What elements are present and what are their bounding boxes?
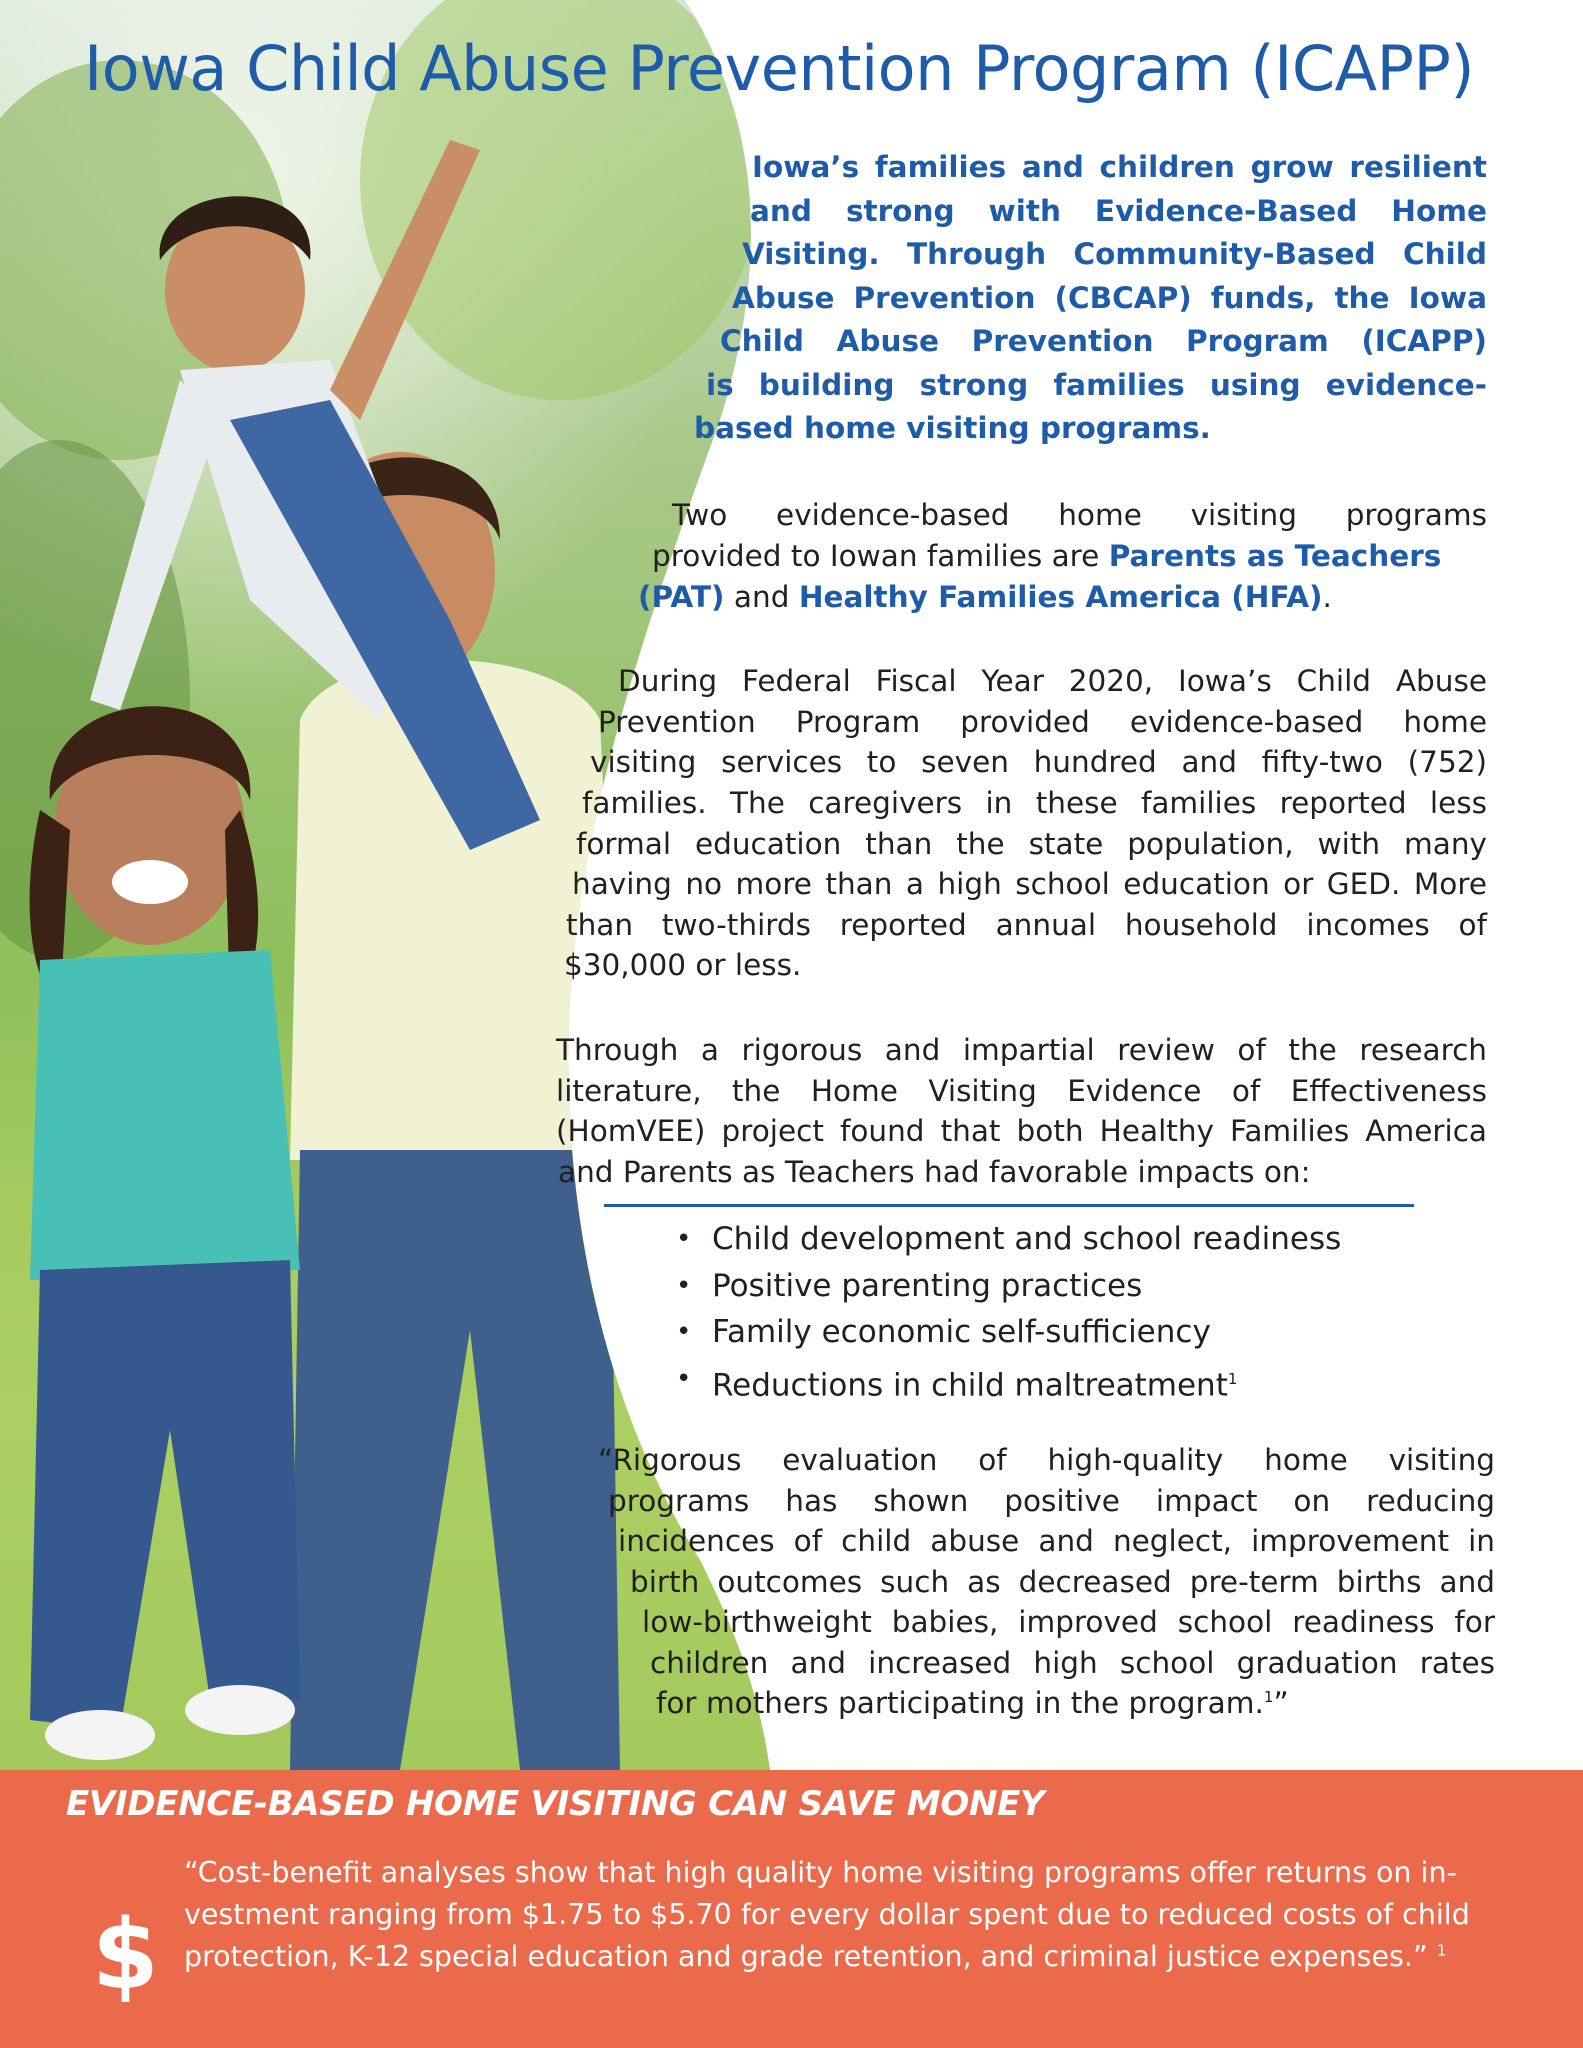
intro-line: Iowa’s families and children grow resilient — [752, 150, 1487, 184]
intro-line: Child Abuse Prevention Program (ICAPP) — [720, 324, 1487, 358]
review-line: (HomVEE) project found that both Healthy Families America — [556, 1114, 1487, 1148]
banner-line: vestment ranging from $1.75 to $5.70 for every dollar spent due to reduced costs of child — [184, 1898, 1470, 1931]
fy-line: families. The caregivers in these families reported less — [582, 786, 1487, 820]
quote-line: “Rigorous evaluation of high-quality home visiting — [598, 1443, 1495, 1477]
fy-line: formal education than the state population, with many — [576, 827, 1487, 861]
banner-line: “Cost-benefit analyses show that high quality home visiting programs offer returns on in- — [184, 1856, 1457, 1889]
programs-text: and — [724, 580, 799, 614]
list-item: • Reductions in child maltreatment$^1$ — [672, 1356, 1341, 1403]
impacts-list — [672, 1216, 1341, 1402]
list-item: • Positive parenting practices — [672, 1263, 1341, 1310]
dollar-sign-icon: $ — [92, 1899, 159, 2011]
program-name-hfa: Healthy Families America (HFA) — [798, 580, 1323, 614]
fy-line: visiting services to seven hundred and fifty-two (752) — [590, 745, 1487, 779]
programs-line — [652, 539, 1441, 573]
banner-title: EVIDENCE-BASED HOME VISITING CAN SAVE MONEY — [66, 1784, 1045, 1824]
quote-line: birth outcomes such as decreased pre-term births and — [630, 1565, 1495, 1599]
footnote-ref: 1 — [1227, 1369, 1238, 1388]
footnote-ref: 1 — [1436, 1941, 1447, 1960]
footnote-ref: 1 — [1263, 1688, 1274, 1707]
programs-text: provided to Iowan families are — [652, 539, 1109, 573]
review-line: Through a rigorous and impartial review of the research — [556, 1033, 1487, 1067]
section-divider — [604, 1204, 1414, 1207]
review-line: literature, the Home Visiting Evidence of Effectiveness — [556, 1074, 1487, 1108]
quote-line: incidences of child abuse and neglect, improvement in — [618, 1524, 1495, 1558]
review-line: and Parents as Teachers had favorable impacts on: — [558, 1155, 1311, 1189]
quote-line: programs has shown positive impact on reducing — [608, 1484, 1495, 1518]
fy-line: During Federal Fiscal Year 2020, Iowa’s Child Abuse — [618, 664, 1487, 698]
quote-line: low-birthweight babies, improved school readiness for — [642, 1605, 1495, 1639]
programs-text: . — [1322, 580, 1332, 614]
programs-line — [638, 580, 1332, 614]
fy-line: having no more than a high school education or GED. More — [572, 867, 1487, 901]
program-name-pat: Parents as Teachers — [1108, 539, 1442, 573]
intro-line: and strong with Evidence-Based Home — [750, 194, 1487, 228]
banner-line: protection, K-12 special education and grade retention, and criminal justice expenses.” $^1$ — [184, 1940, 1447, 1973]
page-title: Iowa Child Abuse Prevention Program (ICAPP) — [84, 32, 1475, 105]
fy-line: than two-thirds reported annual household incomes of — [566, 908, 1487, 942]
list-item: • Child development and school readiness — [672, 1216, 1341, 1263]
fy-line: Prevention Program provided evidence-based home — [598, 705, 1487, 739]
intro-line: based home visiting programs. — [694, 411, 1211, 445]
programs-line: Two evidence-based home visiting programs — [672, 498, 1487, 532]
program-abbrev-pat: (PAT) — [638, 580, 725, 614]
fy-line: $30,000 or less. — [564, 948, 802, 982]
quote-line: for mothers participating in the program.$^1$” — [656, 1686, 1289, 1720]
intro-line: Visiting. Through Community-Based Child — [742, 237, 1487, 271]
quote-line: children and increased high school graduation rates — [650, 1646, 1495, 1680]
intro-line: is building strong families using evidence- — [706, 368, 1487, 402]
intro-line: Abuse Prevention (CBCAP) funds, the Iowa — [732, 281, 1487, 315]
list-item: • Family economic self-sufficiency — [672, 1309, 1341, 1356]
